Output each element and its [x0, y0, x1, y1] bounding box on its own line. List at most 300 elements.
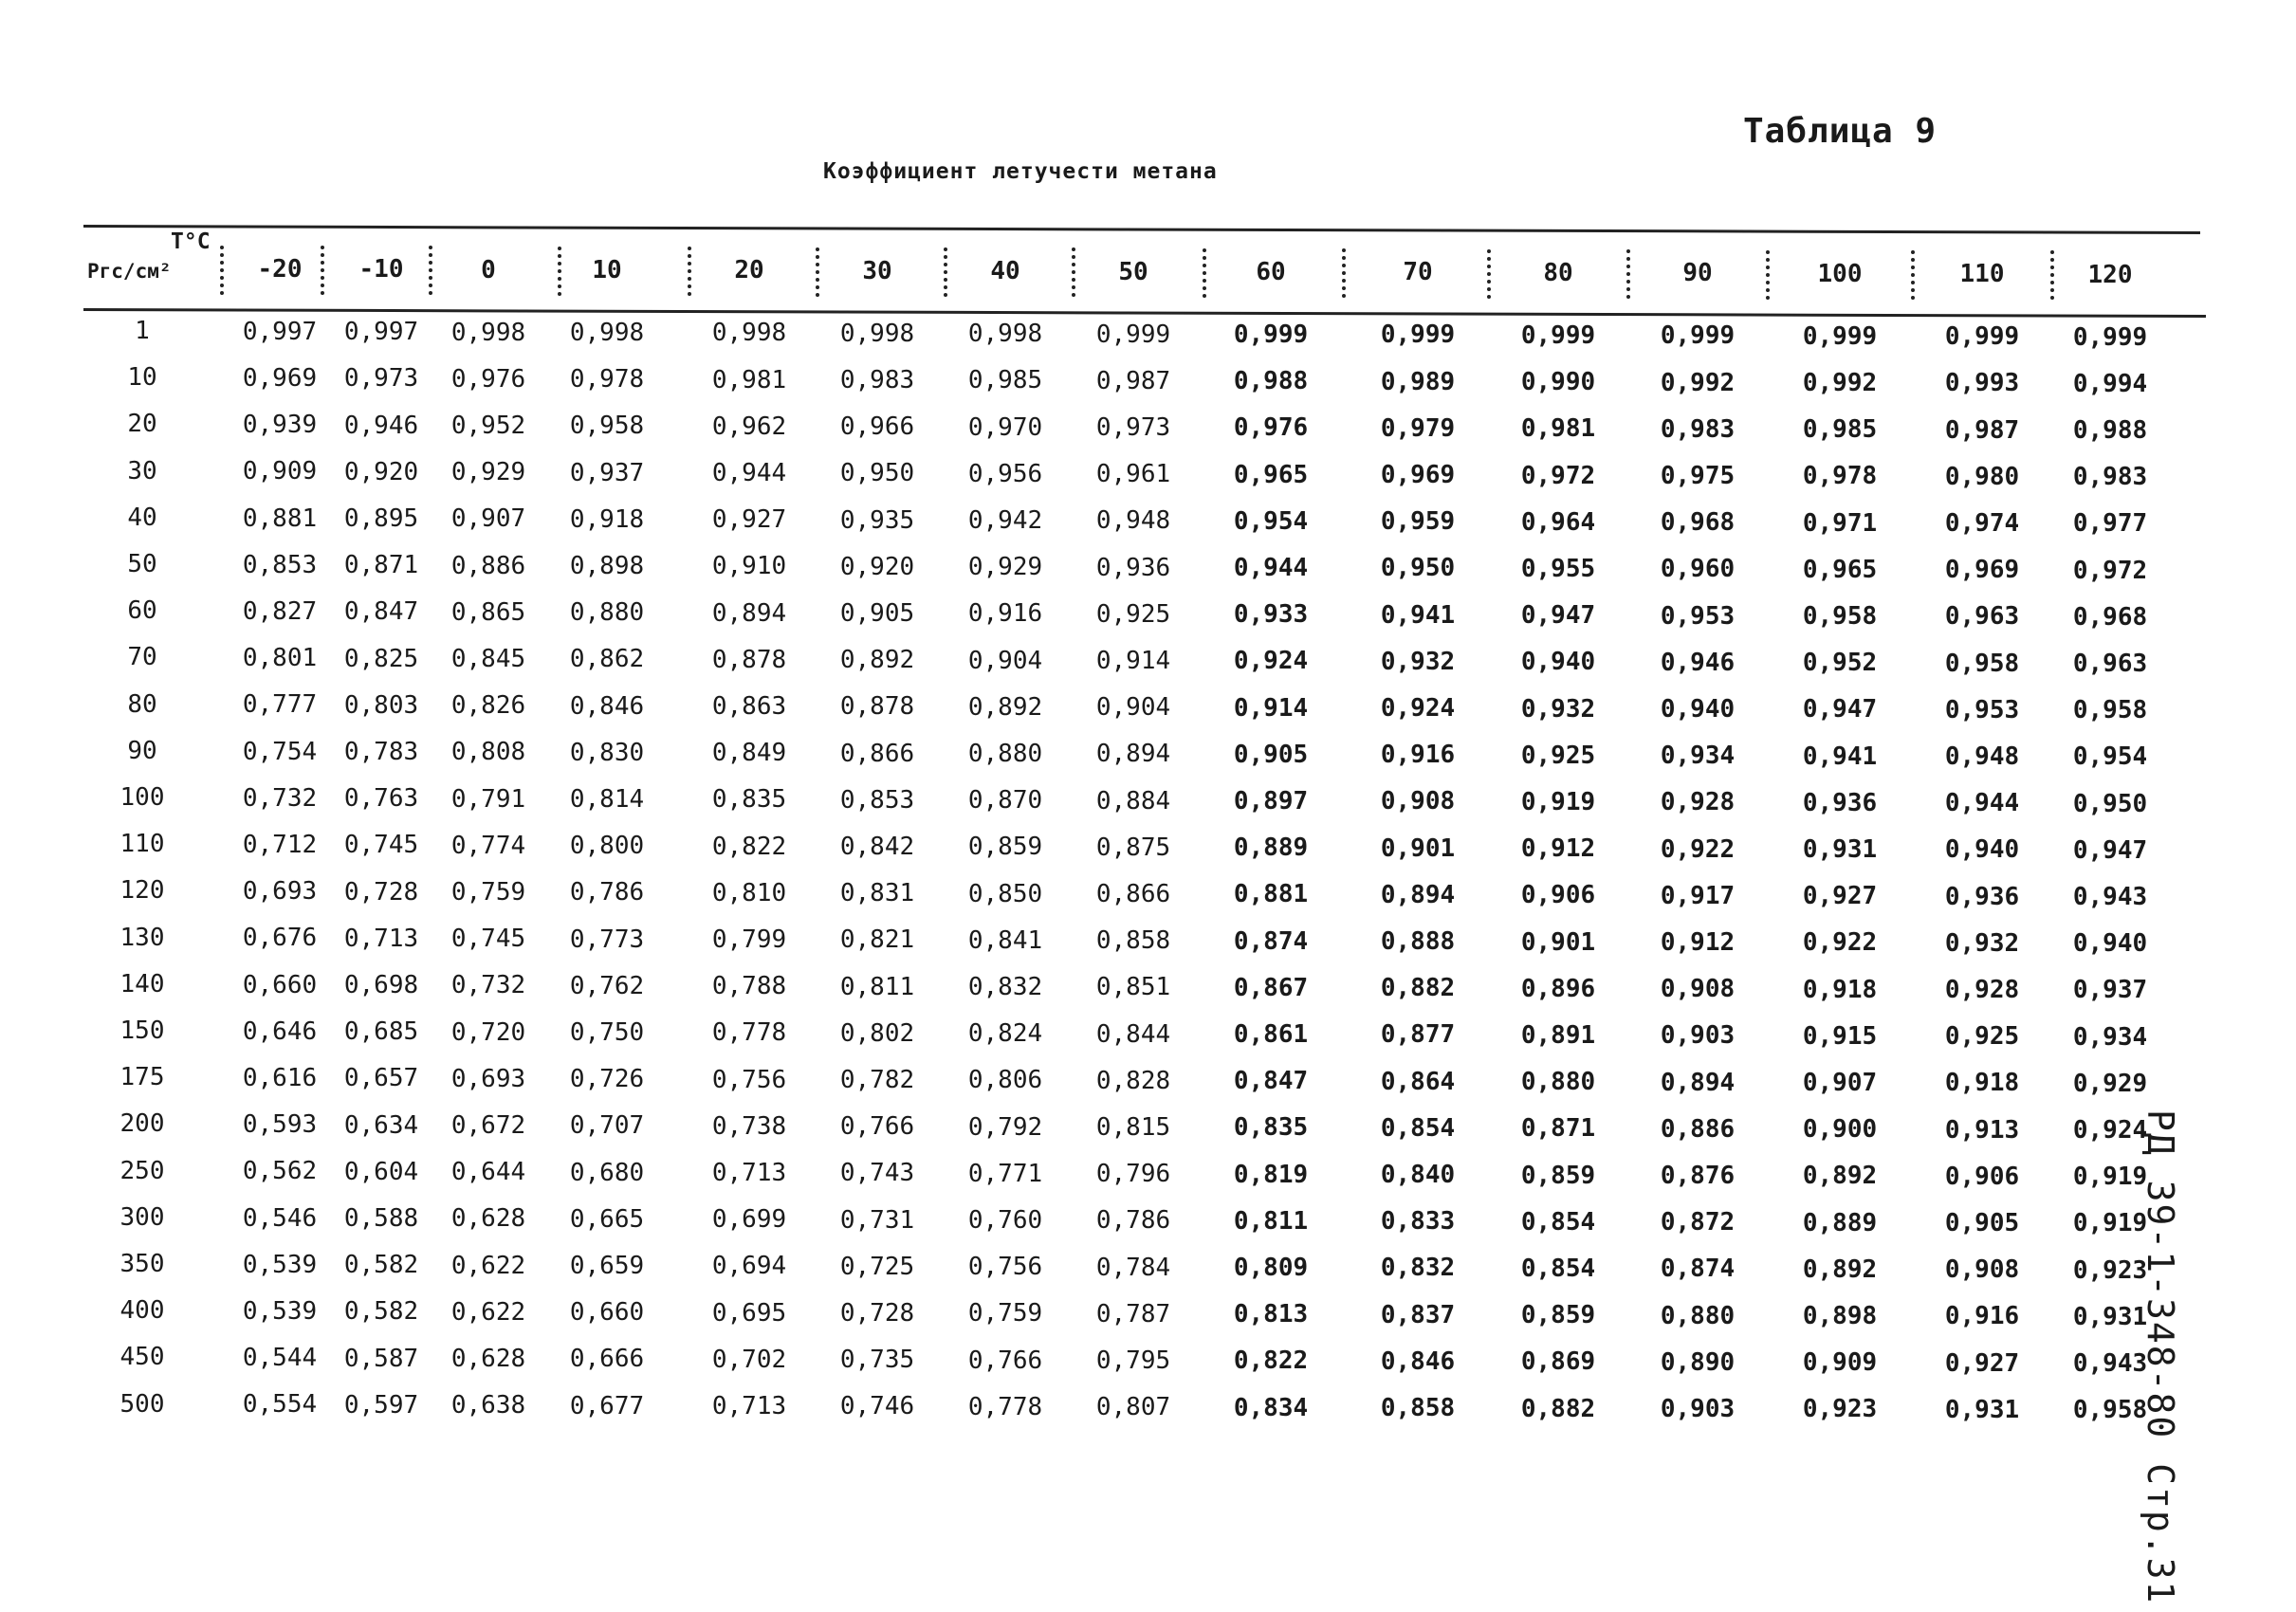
table-cell: 0,759: [967, 1299, 1043, 1328]
table-cell: 0,832: [967, 972, 1043, 1001]
table-cell: 0,807: [1095, 1393, 1171, 1422]
table-cell: 0,544: [242, 1344, 318, 1373]
table-cell: 0,694: [711, 1252, 787, 1281]
row-pressure-label: 300: [119, 1202, 165, 1232]
table-cell: 0,597: [343, 1390, 419, 1420]
row-pressure-label: 80: [127, 689, 157, 719]
table-cell: 0,760: [967, 1205, 1043, 1235]
column-separator: [1342, 248, 1346, 298]
table-cell: 0,799: [711, 925, 787, 954]
row-pressure-label: 250: [119, 1156, 165, 1185]
table-cell: 0,998: [450, 318, 526, 347]
table-cell: 0,582: [343, 1251, 419, 1280]
table-cell: 0,907: [1802, 1069, 1878, 1098]
table-cell: 0,927: [1944, 1348, 2020, 1378]
table-cell: 0,593: [242, 1110, 318, 1140]
table-cell: 0,880: [967, 739, 1043, 768]
table-cell: 0,969: [1944, 556, 2020, 585]
table-cell: 0,910: [711, 552, 787, 581]
table-cell: 0,948: [1095, 506, 1171, 536]
table-cell: 0,854: [1380, 1113, 1456, 1143]
table-cell: 0,853: [242, 550, 318, 579]
table-cell: 0,983: [1660, 414, 1736, 444]
table-cell: 0,858: [1095, 926, 1171, 956]
table-cell: 0,908: [1380, 787, 1456, 816]
table-cell: 0,759: [450, 877, 526, 907]
table-cell: 0,756: [711, 1065, 787, 1094]
table-cell: 0,850: [967, 879, 1043, 908]
table-cell: 0,774: [450, 831, 526, 860]
table-cell: 0,894: [1095, 740, 1171, 769]
table-cell: 0,811: [839, 972, 915, 1001]
table-cell: 0,992: [1802, 369, 1878, 398]
table-cell: 0,763: [343, 784, 419, 814]
table-cell: 0,831: [839, 879, 915, 908]
table-cell: 0,947: [2072, 835, 2148, 865]
table-cell: 0,919: [2072, 1163, 2148, 1192]
table-cell: 0,973: [1095, 412, 1171, 442]
table-cell: 0,972: [2072, 556, 2148, 585]
table-cell: 0,828: [1095, 1066, 1171, 1095]
table-cell: 0,966: [839, 412, 915, 442]
table-cell: 0,927: [1802, 882, 1878, 911]
table-cell: 0,660: [569, 1298, 645, 1328]
table-cell: 0,920: [343, 457, 419, 486]
table-cell: 0,851: [1095, 973, 1171, 1002]
table-cell: 0,800: [569, 832, 645, 861]
table-cell: 0,954: [1233, 506, 1309, 536]
table-cell: 0,958: [1802, 602, 1878, 632]
table-cell: 0,998: [569, 318, 645, 347]
table-cell: 0,928: [1944, 976, 2020, 1005]
row-pressure-label: 400: [119, 1296, 165, 1326]
table-cell: 0,953: [1660, 601, 1736, 631]
table-cell: 0,813: [1233, 1300, 1309, 1329]
table-cell: 0,999: [1660, 321, 1736, 351]
column-separator: [944, 247, 947, 297]
table-cell: 0,864: [1380, 1067, 1456, 1096]
table-cell: 0,754: [242, 737, 318, 766]
table-cell: 0,832: [1380, 1254, 1456, 1283]
table-cell: 0,698: [343, 971, 419, 999]
table-cell: 0,968: [2072, 602, 2148, 632]
table-cell: 0,892: [1802, 1255, 1878, 1284]
table-cell: 0,932: [1520, 694, 1596, 724]
table-cell: 0,944: [1944, 789, 2020, 818]
table-cell: 0,713: [343, 924, 419, 953]
row-pressure-label: 120: [119, 876, 165, 906]
table-title: Коэффициент летучести метана: [823, 159, 1218, 184]
page-label: Таблица 9: [1743, 112, 1938, 151]
corner-temperature-label: T°C: [171, 229, 211, 254]
table-cell: 0,725: [839, 1252, 915, 1281]
table-cell: 0,997: [343, 318, 419, 347]
table-cell: 0,778: [967, 1392, 1043, 1421]
table-cell: 0,735: [839, 1346, 915, 1375]
table-cell: 0,917: [1660, 881, 1736, 910]
table-cell: 0,999: [1380, 321, 1456, 350]
column-header: 60: [1256, 258, 1286, 287]
table-cell: 0,657: [343, 1064, 419, 1093]
table-cell: 0,994: [2072, 369, 2148, 398]
row-pressure-label: 50: [127, 550, 157, 578]
table-cell: 0,922: [1660, 834, 1736, 864]
table-cell: 0,969: [1380, 461, 1456, 490]
table-cell: 0,973: [343, 364, 419, 394]
table-cell: 0,913: [1944, 1115, 2020, 1145]
table-cell: 0,924: [1233, 647, 1309, 676]
table-cell: 0,993: [1944, 369, 2020, 398]
table-cell: 0,849: [711, 739, 787, 768]
table-cell: 0,933: [1233, 600, 1309, 630]
table-cell: 0,837: [1380, 1300, 1456, 1329]
table-cell: 0,693: [450, 1064, 526, 1093]
table-cell: 0,880: [569, 598, 645, 628]
table-cell: 0,915: [1802, 1021, 1878, 1051]
table-cell: 0,782: [839, 1065, 915, 1094]
table-cell: 0,886: [1660, 1114, 1736, 1144]
table-cell: 0,720: [450, 1017, 526, 1047]
column-header: 110: [1959, 260, 2005, 289]
table-cell: 0,582: [343, 1297, 419, 1327]
table-cell: 0,676: [242, 924, 318, 953]
table-cell: 0,847: [1233, 1067, 1309, 1096]
row-pressure-label: 100: [119, 783, 165, 812]
table-cell: 0,821: [839, 925, 915, 955]
column-header: -20: [257, 254, 303, 284]
column-separator: [1626, 249, 1630, 299]
table-cell: 0,923: [2072, 1255, 2148, 1285]
table-cell: 0,822: [711, 832, 787, 861]
table-cell: 0,936: [1802, 788, 1878, 817]
table-cell: 0,990: [1520, 368, 1596, 397]
table-cell: 0,963: [2072, 650, 2148, 679]
table-cell: 0,894: [711, 598, 787, 628]
table-cell: 0,886: [450, 551, 526, 580]
table-cell: 0,970: [967, 412, 1043, 442]
column-header: 90: [1682, 259, 1713, 288]
table-cell: 0,931: [2072, 1302, 2148, 1331]
table-cell: 0,940: [1944, 835, 2020, 865]
table-cell: 0,905: [1233, 740, 1309, 769]
table-cell: 0,854: [1520, 1254, 1596, 1283]
table-cell: 0,732: [450, 971, 526, 1000]
column-header: 80: [1543, 258, 1573, 287]
table-cell: 0,947: [1802, 695, 1878, 724]
table-cell: 0,972: [1520, 461, 1596, 490]
table-cell: 0,665: [569, 1204, 645, 1234]
table-cell: 0,987: [1095, 366, 1171, 395]
table-cell: 0,969: [242, 364, 318, 394]
table-cell: 0,940: [1660, 694, 1736, 724]
table-cell: 0,968: [1660, 508, 1736, 538]
table-cell: 0,844: [1095, 1019, 1171, 1049]
table-cell: 0,909: [1802, 1348, 1878, 1378]
table-cell: 0,985: [1802, 415, 1878, 445]
column-header: 30: [862, 256, 892, 285]
table-cell: 0,672: [450, 1110, 526, 1140]
table-cell: 0,907: [450, 504, 526, 534]
table-cell: 0,989: [1380, 367, 1456, 396]
table-cell: 0,628: [450, 1344, 526, 1373]
table-cell: 0,861: [1233, 1020, 1309, 1050]
table-cell: 0,814: [569, 784, 645, 814]
table-cell: 0,835: [1233, 1113, 1309, 1143]
table-cell: 0,859: [1520, 1161, 1596, 1190]
table-cell: 0,908: [1944, 1255, 2020, 1285]
table-cell: 0,871: [1520, 1114, 1596, 1144]
table-cell: 0,840: [1380, 1161, 1456, 1190]
table-cell: 0,841: [967, 925, 1043, 955]
table-cell: 0,554: [242, 1390, 318, 1420]
table-cell: 0,766: [839, 1112, 915, 1142]
table-cell: 0,869: [1520, 1347, 1596, 1377]
column-separator: [2050, 250, 2054, 300]
table-cell: 0,707: [569, 1111, 645, 1141]
table-cell: 0,834: [1233, 1393, 1309, 1422]
table-cell: 0,644: [450, 1158, 526, 1187]
table-cell: 0,801: [242, 644, 318, 673]
column-separator: [1487, 249, 1491, 299]
table-cell: 0,908: [1660, 975, 1736, 1004]
table-cell: 0,918: [1944, 1069, 2020, 1098]
table-cell: 0,726: [569, 1065, 645, 1094]
table-cell: 0,935: [839, 505, 915, 535]
table-cell: 0,895: [343, 504, 419, 533]
table-cell: 0,874: [1660, 1255, 1736, 1284]
table-cell: 0,766: [967, 1346, 1043, 1375]
table-cell: 0,875: [1095, 833, 1171, 862]
table-cell: 0,914: [1095, 646, 1171, 675]
table-cell: 0,830: [569, 738, 645, 767]
table-cell: 0,925: [1095, 599, 1171, 629]
column-header: 100: [1817, 259, 1863, 288]
table-cell: 0,954: [2072, 742, 2148, 772]
table-cell: 0,835: [711, 785, 787, 815]
table-cell: 0,898: [1802, 1302, 1878, 1331]
table-cell: 0,778: [711, 1018, 787, 1048]
column-separator: [1911, 250, 1915, 300]
table-cell: 0,929: [967, 553, 1043, 582]
table-cell: 0,685: [343, 1017, 419, 1047]
table-cell: 0,918: [1802, 975, 1878, 1004]
column-separator: [429, 246, 432, 295]
table-cell: 0,806: [967, 1066, 1043, 1095]
column-separator: [220, 246, 224, 295]
table-cell: 0,762: [569, 971, 645, 1000]
table-cell: 0,952: [450, 411, 526, 440]
table-cell: 0,937: [2072, 976, 2148, 1005]
table-cell: 0,622: [450, 1297, 526, 1327]
table-cell: 0,953: [1944, 695, 2020, 724]
table-cell: 0,931: [1944, 1395, 2020, 1424]
table-cell: 0,919: [1520, 787, 1596, 816]
table-cell: 0,884: [1095, 786, 1171, 815]
table-cell: 0,854: [1520, 1207, 1596, 1236]
table-cell: 0,771: [967, 1159, 1043, 1188]
table-cell: 0,999: [1944, 322, 2020, 352]
table-cell: 0,880: [1520, 1068, 1596, 1097]
table-cell: 0,920: [839, 552, 915, 581]
table-cell: 0,941: [1380, 600, 1456, 630]
table-cell: 0,660: [242, 970, 318, 999]
column-header: 20: [734, 256, 764, 285]
column-header: 70: [1403, 258, 1433, 287]
table-cell: 0,932: [1944, 928, 2020, 958]
table-cell: 0,940: [1520, 648, 1596, 677]
table-cell: 0,898: [569, 551, 645, 580]
table-cell: 0,833: [1380, 1207, 1456, 1236]
table-cell: 0,777: [242, 690, 318, 720]
table-cell: 0,942: [967, 505, 1043, 535]
column-separator: [1072, 247, 1075, 297]
column-header: 10: [592, 255, 622, 284]
row-pressure-label: 150: [119, 1017, 165, 1045]
table-cell: 0,892: [967, 692, 1043, 722]
table-cell: 0,792: [967, 1112, 1043, 1142]
column-separator: [816, 247, 819, 297]
table-cell: 0,988: [2072, 416, 2148, 446]
table-cell: 0,788: [711, 972, 787, 1001]
table-cell: 0,988: [1233, 367, 1309, 396]
table-cell: 0,919: [2072, 1209, 2148, 1238]
table-cell: 0,950: [1380, 554, 1456, 583]
table-cell: 0,622: [450, 1251, 526, 1280]
table-cell: 0,905: [1944, 1209, 2020, 1238]
table-cell: 0,934: [2072, 1022, 2148, 1052]
table-cell: 0,858: [1380, 1394, 1456, 1423]
table-cell: 0,950: [2072, 789, 2148, 818]
table-cell: 0,877: [1380, 1020, 1456, 1050]
table-cell: 0,745: [343, 831, 419, 860]
table-cell: 0,985: [967, 366, 1043, 395]
table-cell: 0,587: [343, 1344, 419, 1373]
table-cell: 0,931: [1802, 835, 1878, 865]
corner-pressure-label: Ргс/см²: [87, 260, 172, 283]
table-cell: 0,750: [569, 1017, 645, 1047]
table-cell: 0,906: [1520, 881, 1596, 910]
table-cell: 0,803: [343, 690, 419, 720]
row-pressure-label: 60: [127, 596, 157, 626]
table-cell: 0,866: [1095, 879, 1171, 908]
table-cell: 0,932: [1380, 647, 1456, 676]
table-cell: 0,892: [1802, 1162, 1878, 1191]
row-pressure-label: 30: [127, 456, 157, 485]
table-cell: 0,897: [1233, 787, 1309, 816]
table-cell: 0,978: [1802, 462, 1878, 491]
table-cell: 0,822: [1233, 1346, 1309, 1376]
table-cell: 0,924: [1380, 694, 1456, 724]
side-document-code: РД 39-1-348-80 Стр.31: [2140, 1109, 2181, 1605]
table-cell: 0,874: [1233, 926, 1309, 956]
table-cell: 0,616: [242, 1064, 318, 1093]
table-cell: 0,901: [1520, 927, 1596, 957]
table-cell: 0,922: [1802, 928, 1878, 958]
table-cell: 0,811: [1233, 1206, 1309, 1236]
row-pressure-label: 350: [119, 1250, 165, 1278]
table-cell: 0,999: [1095, 320, 1171, 349]
table-cell: 0,999: [1233, 321, 1309, 350]
table-cell: 0,695: [711, 1298, 787, 1328]
row-pressure-label: 10: [127, 363, 157, 393]
table-cell: 0,998: [839, 319, 915, 348]
table-cell: 0,825: [343, 644, 419, 673]
column-header: -10: [358, 255, 404, 284]
row-pressure-label: 130: [119, 923, 165, 952]
table-cell: 0,936: [1095, 553, 1171, 582]
table-cell: 0,791: [450, 784, 526, 814]
table-cell: 0,981: [1520, 414, 1596, 444]
table-cell: 0,859: [967, 833, 1043, 862]
table-cell: 0,912: [1660, 927, 1736, 957]
table-cell: 0,546: [242, 1203, 318, 1233]
table-cell: 0,699: [711, 1205, 787, 1235]
table-cell: 0,889: [1802, 1208, 1878, 1237]
table-cell: 0,680: [569, 1158, 645, 1187]
table-cell: 0,980: [1944, 462, 2020, 491]
table-cell: 0,964: [1520, 507, 1596, 537]
table-cell: 0,904: [1095, 693, 1171, 723]
table-cell: 0,946: [1660, 648, 1736, 677]
table-cell: 0,882: [1380, 974, 1456, 1003]
table-cell: 0,914: [1233, 693, 1309, 723]
table-cell: 0,965: [1802, 555, 1878, 584]
table-cell: 0,728: [343, 877, 419, 907]
table-cell: 0,992: [1660, 368, 1736, 397]
table-cell: 0,903: [1660, 1021, 1736, 1051]
table-cell: 0,845: [450, 644, 526, 673]
table-cell: 0,826: [450, 691, 526, 721]
table-cell: 0,889: [1233, 833, 1309, 863]
table-cell: 0,999: [2072, 322, 2148, 352]
table-cell: 0,978: [569, 365, 645, 394]
table-cell: 0,958: [2072, 1396, 2148, 1425]
table-cell: 0,950: [839, 459, 915, 488]
table-cell: 0,867: [1233, 973, 1309, 1002]
table-cell: 0,809: [1233, 1254, 1309, 1283]
header-rule-top: [83, 225, 2200, 234]
table-cell: 0,944: [711, 458, 787, 487]
table-cell: 0,638: [450, 1391, 526, 1420]
table-cell: 0,979: [1380, 413, 1456, 443]
column-header: 50: [1118, 257, 1148, 286]
table-cell: 0,903: [1660, 1394, 1736, 1423]
table-cell: 0,916: [1380, 741, 1456, 770]
row-pressure-label: 140: [119, 969, 165, 998]
table-cell: 0,944: [1233, 554, 1309, 583]
table-cell: 0,977: [2072, 509, 2148, 539]
table-cell: 0,961: [1095, 460, 1171, 489]
table-cell: 0,859: [1520, 1301, 1596, 1330]
table-cell: 0,666: [569, 1345, 645, 1374]
table-cell: 0,981: [711, 365, 787, 394]
table-cell: 0,746: [839, 1392, 915, 1421]
table-cell: 0,925: [1520, 741, 1596, 770]
table-cell: 0,937: [569, 458, 645, 487]
table-cell: 0,997: [242, 317, 318, 346]
row-pressure-label: 20: [127, 410, 157, 439]
column-separator: [1766, 250, 1770, 300]
header-rule-bottom: [83, 308, 2206, 318]
table-cell: 0,956: [967, 459, 1043, 488]
table-cell: 0,918: [569, 504, 645, 534]
table-cell: 0,866: [839, 739, 915, 768]
table-cell: 0,890: [1660, 1347, 1736, 1377]
table-cell: 0,815: [1095, 1112, 1171, 1142]
table-cell: 0,940: [2072, 929, 2148, 959]
table-cell: 0,539: [242, 1297, 318, 1327]
table-cell: 0,924: [2072, 1116, 2148, 1145]
